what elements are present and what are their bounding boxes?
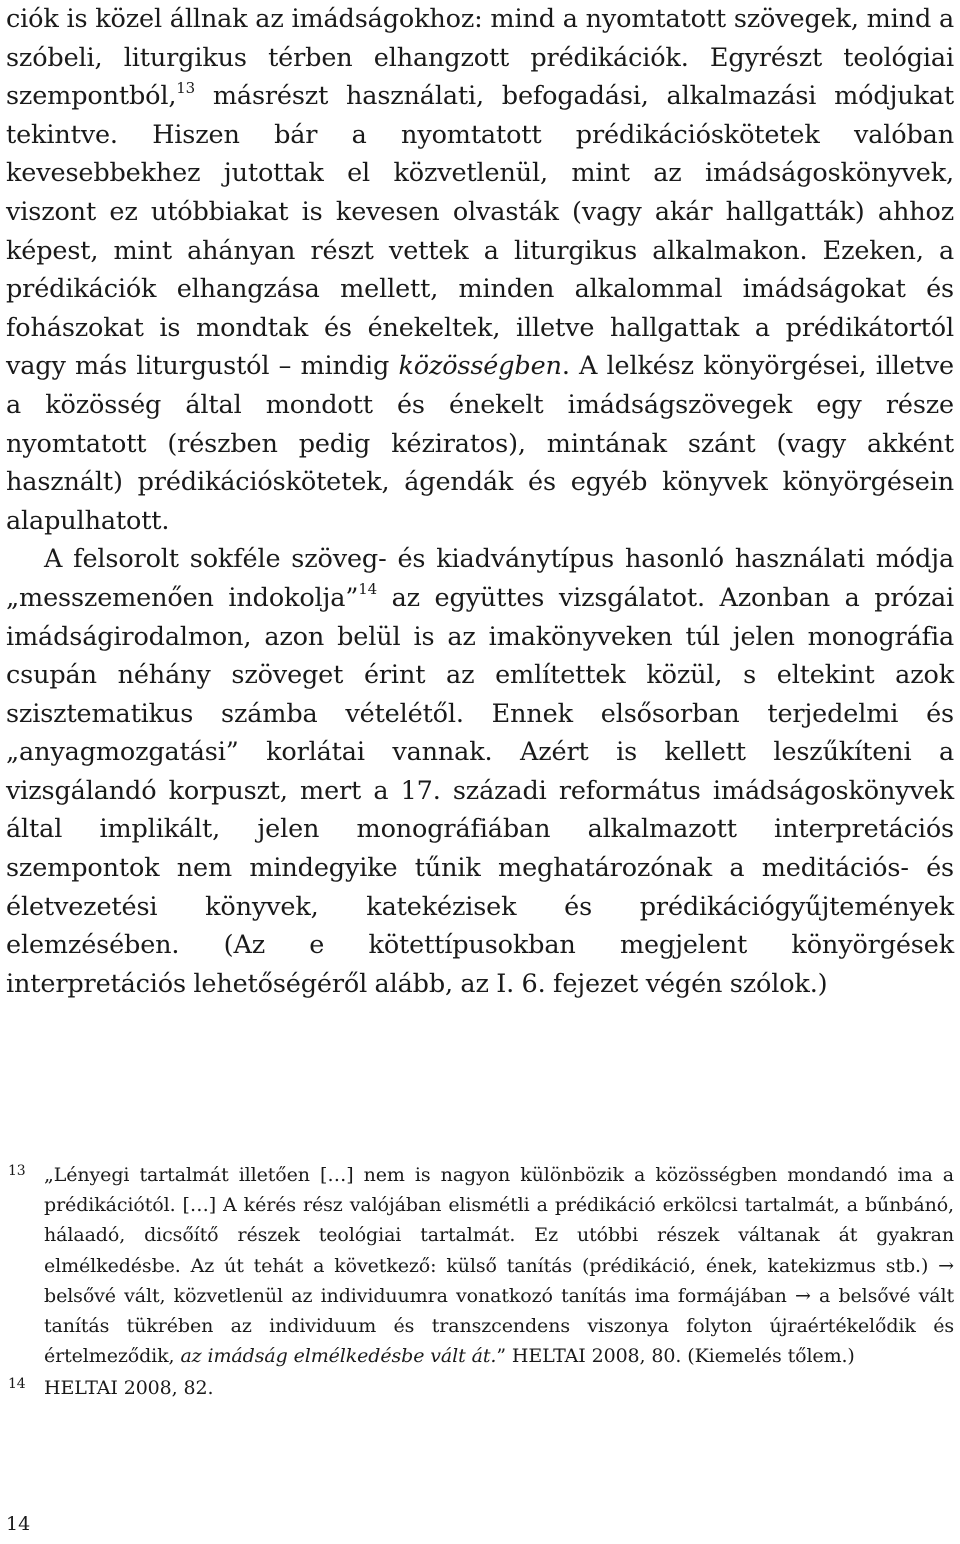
paragraph-2 [6,540,954,1003]
paragraph-1-text-c: . A lelkész könyörgései, illetve a közösség által mondott és énekelt imádságszövegek egy része nyomtatott (részben pedig kéziratos), mintának szánt (vagy akként használt) prédikációskötetek, ágendák és egyéb könyvek könyörgésein alapulhatott. [6,351,954,536]
paragraph-2-text-a: A felsorolt sokféle szöveg- és kiadványtípus hasonló használati módja „messzemenően indokolja” [6,544,954,613]
page-number: 14 [6,1513,31,1535]
footnote-number-13: 13 [8,1163,26,1179]
footnote-14-text: HELTAI 2008, 82. [44,1377,214,1400]
paragraph-1 [6,0,954,540]
footnote-13 [6,1160,954,1371]
paragraph-1-emphasis: közösségben [398,351,562,382]
footnotes [6,1160,954,1404]
footnote-14 [6,1373,954,1403]
footnote-13-text-b: ” HELTAI 2008, 80. (Kiemelés tőlem.) [496,1345,855,1368]
footnote-13-emphasis: az imádság elmélkedésbe vált át. [180,1345,497,1368]
paragraph-2-text-b: az együttes vizsgálatot. Azonban a prózai imádságirodalmon, azon belül is az imakönyveken túl jelen monográfia csupán néhány szöveget érint az említettek közül, s eltekint azok szisztematikus számba vételétől. Ennek elsősorban terjedelmi és „anyagmozgatási” korlátai vannak. Azért is kellett leszűkíteni a vizsgálandó korpuszt, mert a 17. századi református imádságoskönyvek által implikált, jelen monográfiában alkalmazott interpretációs szempontok nem mindegyike tűnik meghatározónak a meditációs- és életvezetési könyvek, katekézisek és prédikációgyűjtemények elemzésében. (Az e kötettípusokban megjelent könyörgések interpretációs lehetőségéről alább, az I. 6. fejezet végén szólok.) [6,582,954,999]
footnote-13-text-a: „Lényegi tartalmát illetően […] nem is nagyon különbözik a közösségben mondandó ima a prédikációtól. […] A kérés rész valójában elismétli a prédikáció erkölcsi tartalmát, a bűnbánó, hálaadó, dicsőítő részek teológiai tartalmát. Ez utóbbi részek váltanak át gyakran elmélkedésbe. Az út tehát a következő: külső tanítás (prédikáció, ének, katekizmus stb.) → belsővé vált, közvetlenül az individuumra vonatkozó tanítás ima formájában → a belsővé vált tanítás tükrében az individuum és transzcendens viszonya folyton újraértékelődik és értelmeződik, [44,1164,954,1368]
footnote-13-text [44,1160,954,1371]
footnote-ref-14[interactable]: 14 [358,580,378,599]
main-text [6,0,954,1003]
document-page [6,0,954,1544]
paragraph-1-text-a: ciók is közel állnak az imádságokhoz: mind a nyomtatott szövegek, mind a szóbeli, liturgikus térben elhangzott prédikációk. Egyrészt teológiai szempontból, [6,4,954,112]
footnote-number-14: 14 [8,1376,26,1393]
footnote-ref-13[interactable]: 13 [176,78,196,97]
paragraph-1-text-b: másrészt használati, befogadási, alkalmazási módjukat tekintve. Hiszen bár a nyomtatott prédikációskötetek valóban kevesebbekhez jutottak el közvetlenül, mint az imádságoskönyvek, viszont ez utóbbiakat is kevesen olvasták (vagy akár hallgatták) ahhoz képest, mint ahányan részt vettek a liturgikus alkalmakon. Ezeken, a prédikációk elhangzása mellett, minden alkalommal imádságokat és fohászokat is mondtak és énekeltek, illetve hallgattak a prédikátortól vagy más liturgustól – mindig [6,81,954,382]
